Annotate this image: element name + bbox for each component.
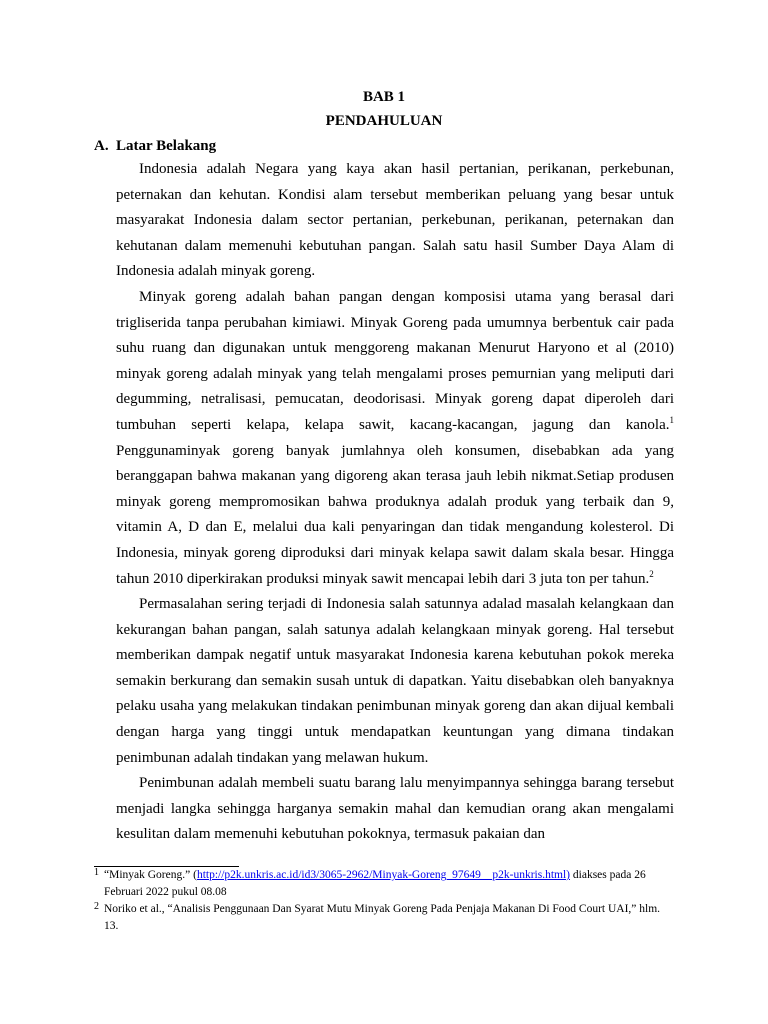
footnote: [94, 901, 676, 935]
footnote-ref[interactable]: 2: [649, 568, 654, 579]
paragraph: [116, 285, 674, 592]
chapter-number: BAB 1: [362, 89, 406, 105]
chapter-title: PENDAHULUAN: [325, 113, 443, 129]
footnote-link[interactable]: http://p2k.unkris.ac.id/id3/3065-2962/Minyak-Goreng_97649__p2k-unkris.html): [196, 869, 571, 881]
section-title: Latar Belakang: [116, 138, 217, 154]
footnote-mark: 1: [94, 867, 99, 878]
footnote-text-post: diakses pada 26 Februari 2022 pukul 08.08: [104, 869, 646, 898]
footnote: [94, 867, 676, 901]
footnote-text-pre: “Minyak Goreng.” (: [104, 869, 197, 881]
paragraph: Penimbunan adalah membeli suatu barang lalu menyimpannya sehingga barang tersebut menjadi langka sehingga harganya semakin mahal dan kemudian orang akan mengalami kesulitan dalam memenuhi kebutuhan pokoknya, termasuk pakaian dan: [116, 775, 674, 843]
section-number: A.: [94, 138, 109, 154]
paragraph: Permasalahan sering terjadi di Indonesia salah satunnya adalad masalah kelangkaan dan kekurangan bahan pangan, salah satunya adalah kelangkaan minyak goreng. Hal tersebut memberikan dampak negatif untuk masyarakat Indonesia karena kebutuhan pokok mereka semakin berkurang dan semakin susah untuk di dapatkan. Yaitu disebabkan oleh banyaknya pelaku usaha yang melakukan tindakan penimbunan minyak goreng dan akan dijual kembali dengan harga yang tinggi untuk mendapatkan keuntungan yang dimana tindakan penimbunan adalah tindakan yang melawan hukum.: [116, 596, 674, 766]
paragraph-text: Penggunaminyak goreng banyak jumlahnya oleh konsumen, disebabkan ada yang beranggapan bahwa makanan yang digoreng akan terasa jauh lebih nikmat.Setiap produsen minyak goreng mempromosikan bahwa produknya adalah produk yang terbaik dan 9, vitamin A, D dan E, melalui dua kali penyaringan dan tidak mengandung kolesterol. Di Indonesia, minyak goreng diproduksi dari minyak kelapa sawit dalam skala besar. Hingga tahun 2010 diperkirakan produksi minyak sawit mencapai lebih dari 3 juta ton per tahun.: [116, 442, 674, 587]
footnote-text: Noriko et al., “Analisis Penggunaan Dan Syarat Mutu Minyak Goreng Pada Penjaja Makanan Di Food Court UAI,” hlm. 13.: [104, 903, 661, 932]
body-text: [116, 157, 674, 848]
paragraph: Indonesia adalah Negara yang kaya akan hasil pertanian, perikanan, perkebunan, peternakan dan kehutan. Kondisi alam tersebut memberikan peluang yang besar untuk masyarakat Indonesia dalam sector pertanian, perkebunan, perikanan, peternakan dan kehutanan dalam memenuhi kebutuhan pangan. Salah satu hasil Sumber Daya Alam di Indonesia adalah minyak goreng.: [116, 161, 674, 280]
footnote-text: [94, 867, 676, 901]
section-heading: [94, 136, 216, 156]
paragraph-text: Minyak goreng adalah bahan pangan dengan komposisi utama yang berasal dari trigliserida tanpa perubahan kimiawi. Minyak Goreng pada umumnya berbentuk cair pada suhu ruang dan digunakan untuk menggoreng makanan Menurut Haryono et al (2010) minyak goreng adalah minyak yang telah mengalami proses pemurnian yang meliputi dari degumming, netralisasi, pemucatan, deodorisasi. Minyak goreng dapat diperoleh dari tumbuhan seperti kelapa, kelapa sawit, kacang-kacangan, jagung dan kanola.: [116, 288, 674, 433]
footnote-mark: 2: [94, 901, 99, 912]
footnote-ref[interactable]: 1: [669, 414, 674, 425]
